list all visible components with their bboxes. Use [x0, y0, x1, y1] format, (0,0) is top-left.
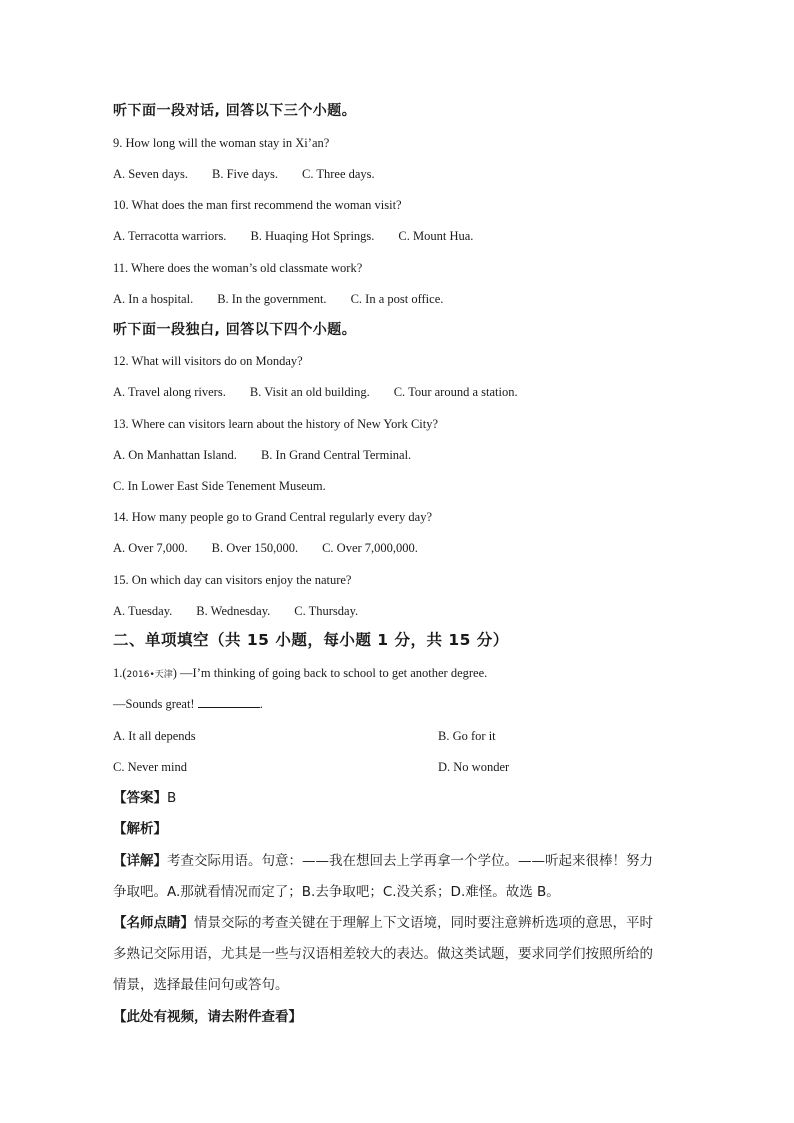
- question-11-options: [113, 291, 443, 307]
- option-b: B. Five days.: [212, 167, 278, 181]
- tips-line-3: 情景，选择最佳问句或答句。: [113, 977, 289, 993]
- detail-line-2: 争取吧。A.那就看情况而定了；B.去争取吧；C.没关系；D.难怪。故选 B。: [113, 884, 560, 900]
- question-12-options: [113, 384, 518, 400]
- option-c: C. In a post office.: [350, 292, 444, 306]
- option-b: B. In Grand Central Terminal.: [260, 448, 412, 462]
- video-note: 【此处有视频，请去附件查看】: [113, 1009, 302, 1025]
- answer-blank: [198, 696, 260, 708]
- question-10-options: [113, 228, 473, 244]
- option-a: A. Terracotta warriors.: [113, 229, 227, 243]
- tips-line-1: [113, 915, 653, 931]
- detail-label: 【详解】: [113, 853, 167, 869]
- question-1-reply: [113, 696, 263, 712]
- question-1: [113, 665, 487, 683]
- question-1-number: 1.(: [113, 666, 127, 680]
- question-1-source: 2016•天津: [126, 670, 173, 680]
- option-b: B. Huaqing Hot Springs.: [250, 229, 375, 243]
- tips-text-1: 情景交际的考查关键在于理解上下文语境，同时要注意辨析选项的意思，平时: [194, 915, 653, 931]
- section-b-heading: 听下面一段独白, 回答以下四个小题。: [113, 322, 357, 338]
- option-a: A. Seven days.: [113, 167, 188, 181]
- part-2-heading: 二、单项填空（共 15 小题，每小题 1 分，共 15 分）: [113, 631, 509, 649]
- detail-line-1: [113, 853, 653, 869]
- option-b: B. In the government.: [217, 292, 327, 306]
- question-13-options: [113, 447, 411, 463]
- question-14: 14. How many people go to Grand Central regularly every day?: [113, 510, 432, 524]
- question-9-options: [113, 166, 375, 182]
- option-c: C. Three days.: [301, 167, 375, 181]
- reply-end: .: [259, 697, 263, 711]
- option-b: B. Visit an old building.: [249, 385, 370, 399]
- option-a: A. Tuesday.: [113, 604, 173, 618]
- option-c: C. Mount Hua.: [398, 229, 474, 243]
- question-13: 13. Where can visitors learn about the history of New York City?: [113, 417, 439, 431]
- question-9: 9. How long will the woman stay in Xi’an?: [113, 136, 330, 150]
- option-c: C. Tour around a station.: [393, 385, 518, 399]
- question-14-options: [113, 540, 418, 556]
- question-13-option-c: C. In Lower East Side Tenement Museum.: [113, 479, 326, 493]
- question-11: 11. Where does the woman’s old classmate work?: [113, 261, 363, 275]
- question-15-options: [113, 603, 358, 619]
- question-1-text: ) —I’m thinking of going back to school to get another degree.: [172, 666, 488, 680]
- question-1-option-a: A. It all depends: [113, 729, 196, 743]
- question-1-option-c: C. Never mind: [113, 760, 187, 774]
- question-1-option-b: B. Go for it: [438, 729, 496, 743]
- question-10: 10. What does the man first recommend the woman visit?: [113, 198, 402, 212]
- answer-label: 【答案】: [113, 790, 167, 806]
- question-1-option-d: D. No wonder: [438, 760, 510, 774]
- answer-line: [113, 790, 176, 806]
- analysis-label: 【解析】: [113, 821, 167, 837]
- option-b: B. Wednesday.: [196, 604, 271, 618]
- question-12: 12. What will visitors do on Monday?: [113, 354, 303, 368]
- option-a: A. On Manhattan Island.: [113, 448, 237, 462]
- option-a: A. Over 7,000.: [113, 541, 188, 555]
- option-c: C. Over 7,000,000.: [322, 541, 418, 555]
- tips-label: 【名师点睛】: [113, 915, 194, 931]
- section-a-heading: 听下面一段对话, 回答以下三个小题。: [113, 103, 357, 119]
- answer-value: B: [167, 790, 177, 806]
- question-15: 15. On which day can visitors enjoy the nature?: [113, 573, 352, 587]
- reply-text: —Sounds great!: [113, 697, 198, 711]
- option-a: A. In a hospital.: [113, 292, 194, 306]
- tips-line-2: 多熟记交际用语，尤其是一些与汉语相差较大的表达。做这类试题，要求同学们按照所给的: [113, 946, 653, 962]
- detail-text-1: 考查交际用语。句意：——我在想回去上学再拿一个学位。——听起来很棒！努力: [167, 853, 653, 869]
- option-c: C. Thursday.: [294, 604, 359, 618]
- option-b: B. Over 150,000.: [211, 541, 299, 555]
- option-a: A. Travel along rivers.: [113, 385, 226, 399]
